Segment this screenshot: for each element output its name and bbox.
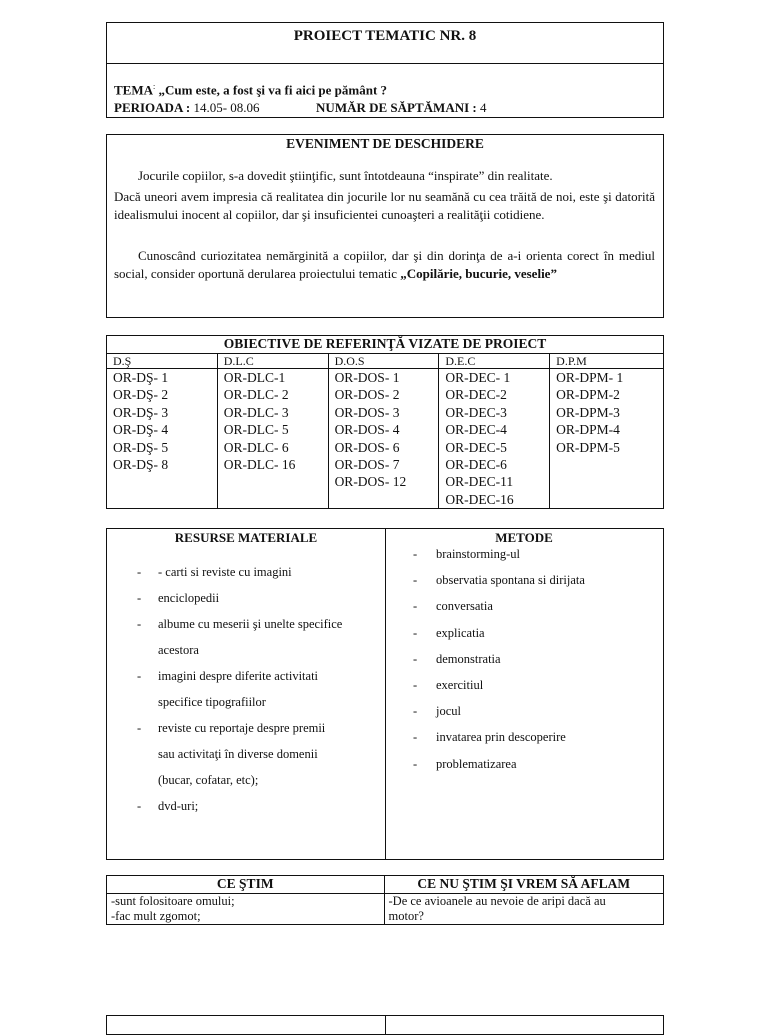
objectives-column-values xyxy=(328,369,439,509)
saptamani-label: NUMĂR DE SĂPTĂMANI : xyxy=(316,100,477,115)
resource-item: specifice tipografiilor xyxy=(158,695,266,709)
resource-bullet: - xyxy=(137,721,142,735)
perioada-label: PERIOADA : xyxy=(114,100,191,115)
knowledge-table xyxy=(106,875,664,925)
project-name: „Copilărie, bucurie, veselie” xyxy=(400,265,557,281)
objective-code: OR-DOS- 1 xyxy=(334,370,400,385)
method-item: demonstratia xyxy=(436,651,501,666)
known-item: -fac mult zgomot; xyxy=(111,909,201,923)
project-header xyxy=(106,22,664,118)
known-item: -sunt folositoare omului; xyxy=(111,894,235,908)
objectives-table xyxy=(106,335,664,509)
objectives-heading: OBIECTIVE DE REFERINŢĂ VIZATE DE PROIECT xyxy=(107,336,664,354)
resource-bullet: - xyxy=(137,799,142,813)
method-item: observatia spontana si dirijata xyxy=(436,573,585,588)
resource-item: reviste cu reportaje despre premii xyxy=(158,721,326,735)
resources-column xyxy=(107,529,386,859)
objective-code: OR-DEC-3 xyxy=(445,404,507,420)
methods-heading: METODE xyxy=(495,530,553,545)
resource-bullet: - xyxy=(137,669,142,683)
objective-code: OR-DLC- 5 xyxy=(223,422,289,438)
objective-code: OR-DEC-4 xyxy=(445,422,507,438)
method-item: brainstorming-ul xyxy=(436,547,521,561)
opening-heading: EVENIMENT DE DESCHIDERE xyxy=(286,136,484,151)
unknown-item: motor? xyxy=(388,909,424,923)
objectives-column-header: D.P.M xyxy=(550,354,664,369)
objective-code: OR-DEC-16 xyxy=(445,491,514,507)
method-bullet: - xyxy=(413,547,418,561)
resources-methods-box xyxy=(106,528,664,860)
method-bullet: - xyxy=(413,730,418,745)
objective-code: OR-DEC-5 xyxy=(445,439,507,455)
opening-paragraph-1: Jocurile copiilor, s-a dovedit ştiinţific, sunt întotdeauna “inspirate” din realitate. xyxy=(138,168,553,183)
resource-item: acestora xyxy=(158,643,199,657)
method-bullet: - xyxy=(413,599,418,614)
next-table-partial xyxy=(106,1015,664,1035)
objective-code: OR-DŞ- 4 xyxy=(113,422,169,438)
objective-code: OR-DŞ- 1 xyxy=(113,370,169,385)
resource-item: albume cu meserii şi unelte specifice xyxy=(158,617,343,631)
method-item: conversatia xyxy=(436,599,493,614)
objective-code: OR-DPM-2 xyxy=(556,387,620,403)
perioada-value: 14.05- 08.06 xyxy=(193,100,260,115)
objective-code: OR-DOS- 12 xyxy=(334,474,407,490)
perioada-line xyxy=(114,100,486,116)
method-item: problematizarea xyxy=(436,756,517,771)
objective-code: OR-DPM-5 xyxy=(556,439,620,455)
resource-item: (bucar, cofatar, etc); xyxy=(158,773,259,787)
opening-paragraph-3-text: Cunoscând curiozitatea nemărginită a copiilor, dar şi din dorinţa de a-i orienta corect în mediul social, consider oportună derularea proiectului tematic xyxy=(114,248,655,281)
objectives-column-header: D.O.S xyxy=(328,354,439,369)
objective-code: OR-DOS- 6 xyxy=(334,439,400,455)
objectives-column-values xyxy=(550,369,664,509)
opening-paragraph-3 xyxy=(114,247,655,282)
unknown-item: -De ce avioanele au nevoie de aripi dacă au xyxy=(388,894,606,908)
objective-code: OR-DŞ- 8 xyxy=(113,457,169,473)
objective-code: OR-DPM-3 xyxy=(556,404,620,420)
resource-item: - carti si reviste cu imagini xyxy=(158,565,292,579)
resource-item: imagini despre diferite activitati xyxy=(158,669,319,683)
method-item: jocul xyxy=(436,704,461,719)
tema-label: TEMA xyxy=(114,82,153,98)
resource-bullet: - xyxy=(137,565,142,579)
resource-item: enciclopedii xyxy=(158,591,220,605)
method-item: invatarea prin descoperire xyxy=(436,730,566,745)
objective-code: OR-DPM-4 xyxy=(556,422,620,438)
objective-code: OR-DOS- 4 xyxy=(334,422,400,438)
tema-line xyxy=(114,82,387,98)
method-bullet: - xyxy=(413,573,418,588)
objectives-column-header: D.L.C xyxy=(217,354,328,369)
resource-item: dvd-uri; xyxy=(158,799,199,813)
objective-code: OR-DOS- 7 xyxy=(334,457,400,473)
resource-item: sau activitaţi în diverse domenii xyxy=(158,747,318,761)
objective-code: OR-DPM- 1 xyxy=(556,370,624,385)
objectives-column-values xyxy=(107,369,218,509)
method-bullet: - xyxy=(413,704,418,719)
objective-code: OR-DŞ- 2 xyxy=(113,387,169,403)
known-heading: CE ŞTIM xyxy=(107,876,385,894)
objectives-column-header: D.E.C xyxy=(439,354,550,369)
method-item: exercitiul xyxy=(436,678,484,692)
opening-paragraph-2: Dacă uneori avem impresia că realitatea din jocurile lor nu seamănă cu cea trăită de noi, este şi datorită idealismului inocent al copiilor, dar şi insuficientei cunoaşteri a realităţii cotidiene. xyxy=(114,189,655,222)
objectives-column-values xyxy=(217,369,328,509)
objective-code: OR-DLC- 16 xyxy=(223,457,296,473)
saptamani-value: 4 xyxy=(479,100,487,115)
objective-code: OR-DOS- 3 xyxy=(334,404,400,420)
method-bullet: - xyxy=(413,625,418,640)
objective-code: OR-DOS- 2 xyxy=(334,387,400,403)
objective-code: OR-DLC- 6 xyxy=(223,439,289,455)
objective-code: OR-DEC-6 xyxy=(445,457,507,473)
method-bullet: - xyxy=(413,756,418,771)
methods-column xyxy=(385,529,663,859)
unknown-cell xyxy=(384,894,664,925)
objective-code: OR-DEC- 1 xyxy=(445,370,511,385)
tema-separator: : xyxy=(153,82,156,91)
objective-code: OR-DLC- 2 xyxy=(223,387,289,403)
resource-bullet: - xyxy=(137,617,142,631)
resource-bullet: - xyxy=(137,591,142,605)
objective-code: OR-DŞ- 5 xyxy=(113,439,169,455)
objective-code: OR-DEC-11 xyxy=(445,474,514,490)
known-cell xyxy=(107,894,385,925)
objectives-column-header: D.Ş xyxy=(107,354,218,369)
objective-code: OR-DLC-1 xyxy=(223,370,286,385)
method-bullet: - xyxy=(413,651,418,666)
objective-code: OR-DEC-2 xyxy=(445,387,507,403)
project-title: PROIECT TEMATIC NR. 8 xyxy=(107,23,663,64)
unknown-heading: CE NU ŞTIM ŞI VREM SĂ AFLAM xyxy=(384,876,664,894)
method-bullet: - xyxy=(413,678,418,692)
objectives-column-values xyxy=(439,369,550,509)
method-item: explicatia xyxy=(436,625,485,640)
opening-event xyxy=(106,134,664,318)
objective-code: OR-DŞ- 3 xyxy=(113,404,169,420)
objective-code: OR-DLC- 3 xyxy=(223,404,289,420)
tema-value: „Cum este, a fost şi va fi aici pe pământ ? xyxy=(158,82,388,98)
resources-heading: RESURSE MATERIALE xyxy=(174,530,318,545)
